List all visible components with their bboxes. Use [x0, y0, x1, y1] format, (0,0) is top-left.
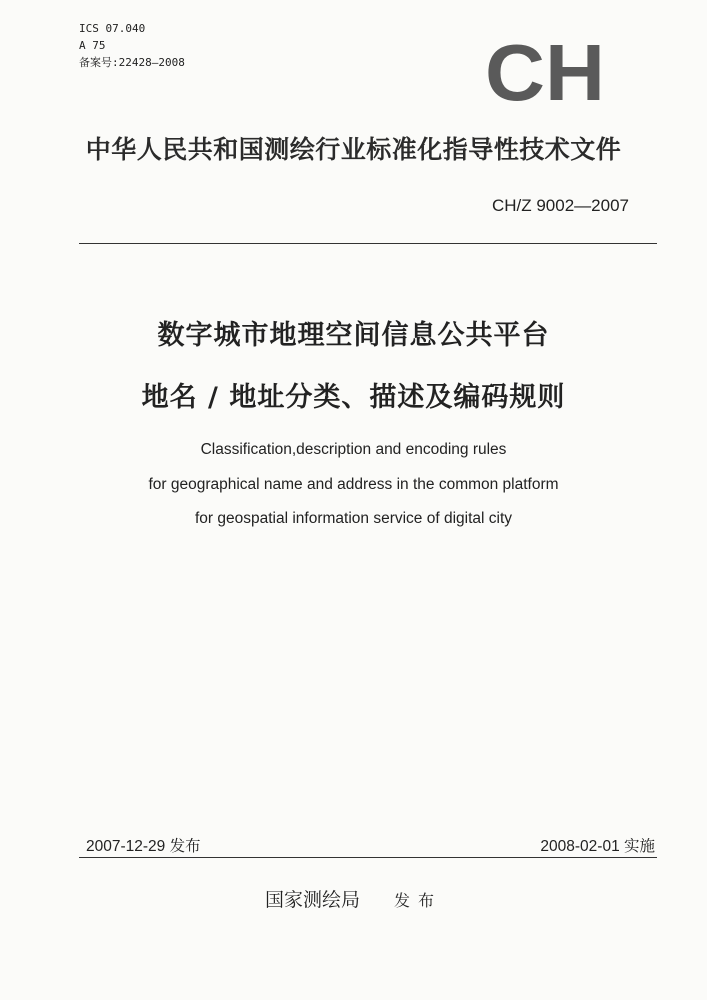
title-en-line-2: for geographical name and address in the common platform [148, 476, 559, 493]
ch-logo [484, 40, 606, 104]
ch-logo-text: CH [485, 40, 605, 104]
issuer-title: 中华人民共和国测绘行业标准化指导性技术文件 [85, 135, 622, 164]
publisher-line [0, 885, 707, 912]
implementation-date: 2008-02-01 实施 [540, 838, 655, 855]
title-cn-line-1: 数字城市地理空间信息公共平台 [157, 320, 550, 351]
ics-number: ICS 07.040 [79, 22, 146, 35]
classification-block [79, 20, 185, 71]
issue-date: 2007-12-29 发布 [86, 838, 201, 855]
title-cn-line-2: 地名 / 地址分类、描述及编码规则 [141, 382, 566, 413]
publisher-name: 国家测绘局 [264, 889, 360, 911]
record-number: 备案号:22428—2008 [79, 56, 185, 69]
title-en-line-1: Classification,description and encoding rules [200, 441, 507, 458]
header-divider [79, 243, 657, 244]
title-en-line-3: for geospatial information service of digital city [194, 510, 513, 527]
standard-code: CH/Z 9002—2007 [491, 196, 629, 215]
footer-divider [79, 857, 657, 858]
category-code: A 75 [79, 39, 106, 52]
publisher-action: 发布 [394, 891, 443, 910]
